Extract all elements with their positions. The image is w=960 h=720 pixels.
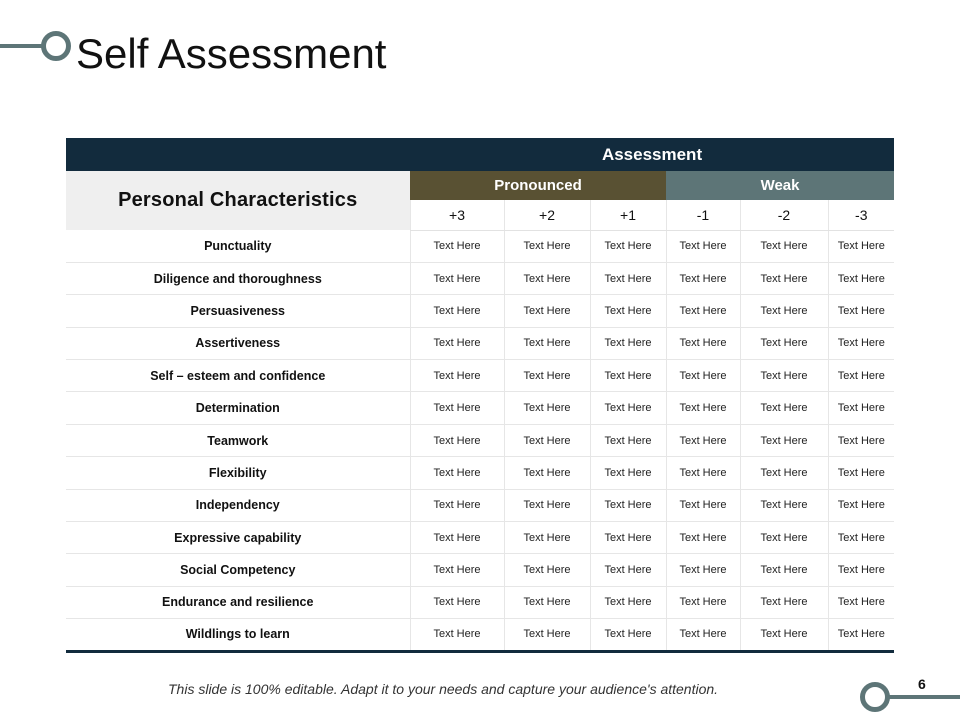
characteristic-label: Diligence and thoroughness [66, 262, 410, 294]
rating-cell: Text Here [666, 392, 740, 424]
rating-cell: Text Here [590, 554, 666, 586]
rating-cell: Text Here [666, 424, 740, 456]
rating-cell: Text Here [410, 457, 504, 489]
rating-cell: Text Here [504, 295, 590, 327]
rating-cell: Text Here [740, 489, 828, 521]
title-ring-icon [41, 31, 71, 61]
rating-cell: Text Here [504, 586, 590, 618]
characteristic-label: Punctuality [66, 230, 410, 262]
rating-cell: Text Here [740, 424, 828, 456]
table-row [66, 360, 894, 392]
table-row [66, 554, 894, 586]
rating-cell: Text Here [504, 554, 590, 586]
table-row [66, 586, 894, 618]
rating-cell: Text Here [828, 457, 894, 489]
scale-cell: -2 [740, 200, 828, 230]
rating-cell: Text Here [828, 327, 894, 359]
table-row [66, 327, 894, 359]
rating-cell: Text Here [410, 554, 504, 586]
footer-accent-line [888, 695, 960, 699]
rating-cell: Text Here [410, 586, 504, 618]
rating-cell: Text Here [410, 360, 504, 392]
rating-cell: Text Here [590, 619, 666, 651]
scale-cell: +2 [504, 200, 590, 230]
header-blank-cell [66, 138, 410, 171]
assessment-header-row [66, 138, 894, 171]
scale-cell: -3 [828, 200, 894, 230]
rating-cell: Text Here [590, 262, 666, 294]
rating-cell: Text Here [590, 424, 666, 456]
characteristic-label: Assertiveness [66, 327, 410, 359]
rating-cell: Text Here [410, 262, 504, 294]
group-header-row [66, 171, 894, 200]
rating-cell: Text Here [828, 230, 894, 262]
rating-cell: Text Here [504, 619, 590, 651]
rating-cell: Text Here [590, 230, 666, 262]
rating-cell: Text Here [666, 457, 740, 489]
rating-cell: Text Here [410, 230, 504, 262]
table-row [66, 522, 894, 554]
rating-cell: Text Here [504, 230, 590, 262]
rating-cell: Text Here [590, 360, 666, 392]
scale-cell: -1 [666, 200, 740, 230]
characteristic-label: Expressive capability [66, 522, 410, 554]
rating-cell: Text Here [666, 554, 740, 586]
rating-cell: Text Here [410, 619, 504, 651]
rating-cell: Text Here [740, 554, 828, 586]
rating-cell: Text Here [828, 554, 894, 586]
rating-cell: Text Here [666, 586, 740, 618]
rating-cell: Text Here [504, 360, 590, 392]
rating-cell: Text Here [666, 327, 740, 359]
table-row [66, 295, 894, 327]
table-row [66, 619, 894, 651]
rating-cell: Text Here [590, 392, 666, 424]
table-row [66, 457, 894, 489]
rating-cell: Text Here [828, 619, 894, 651]
table-row [66, 392, 894, 424]
assessment-table [66, 138, 894, 653]
table-row [66, 489, 894, 521]
table-row [66, 262, 894, 294]
characteristic-label: Determination [66, 392, 410, 424]
rating-cell: Text Here [504, 392, 590, 424]
weak-header: Weak [666, 171, 894, 200]
page-number: 6 [918, 676, 926, 692]
characteristic-label: Independency [66, 489, 410, 521]
rating-cell: Text Here [410, 489, 504, 521]
scale-cell: +3 [410, 200, 504, 230]
rating-cell: Text Here [590, 295, 666, 327]
pronounced-header: Pronounced [410, 171, 666, 200]
rating-cell: Text Here [590, 457, 666, 489]
rating-cell: Text Here [828, 489, 894, 521]
rating-cell: Text Here [666, 295, 740, 327]
characteristic-label: Wildlings to learn [66, 619, 410, 651]
rating-cell: Text Here [828, 424, 894, 456]
rating-cell: Text Here [504, 522, 590, 554]
rating-cell: Text Here [504, 327, 590, 359]
rating-cell: Text Here [740, 295, 828, 327]
rating-cell: Text Here [740, 230, 828, 262]
rating-cell: Text Here [666, 522, 740, 554]
characteristic-label: Endurance and resilience [66, 586, 410, 618]
rating-cell: Text Here [666, 262, 740, 294]
footer-ring-icon [860, 682, 890, 712]
rating-cell: Text Here [666, 360, 740, 392]
rating-cell: Text Here [410, 327, 504, 359]
title-accent-line [0, 44, 44, 48]
rating-cell: Text Here [740, 457, 828, 489]
rating-cell: Text Here [740, 586, 828, 618]
rating-cell: Text Here [504, 457, 590, 489]
characteristics-header: Personal Characteristics [66, 171, 410, 230]
rating-cell: Text Here [828, 392, 894, 424]
rating-cell: Text Here [590, 327, 666, 359]
rating-cell: Text Here [828, 262, 894, 294]
rating-cell: Text Here [828, 360, 894, 392]
rating-cell: Text Here [828, 586, 894, 618]
rating-cell: Text Here [410, 424, 504, 456]
characteristic-label: Flexibility [66, 457, 410, 489]
rating-cell: Text Here [740, 392, 828, 424]
rating-cell: Text Here [740, 262, 828, 294]
rating-cell: Text Here [590, 489, 666, 521]
characteristic-label: Self – esteem and confidence [66, 360, 410, 392]
rating-cell: Text Here [666, 619, 740, 651]
rating-cell: Text Here [504, 489, 590, 521]
rating-cell: Text Here [666, 489, 740, 521]
scale-cell: +1 [590, 200, 666, 230]
rating-cell: Text Here [740, 327, 828, 359]
rating-cell: Text Here [828, 295, 894, 327]
footer-note: This slide is 100% editable. Adapt it to your needs and capture your audience's attention. [168, 681, 719, 697]
rating-cell: Text Here [504, 262, 590, 294]
characteristic-label: Teamwork [66, 424, 410, 456]
rating-cell: Text Here [504, 424, 590, 456]
table-row [66, 424, 894, 456]
rating-cell: Text Here [590, 522, 666, 554]
rating-cell: Text Here [410, 522, 504, 554]
rating-cell: Text Here [740, 360, 828, 392]
rating-cell: Text Here [410, 392, 504, 424]
rating-cell: Text Here [590, 586, 666, 618]
rating-cell: Text Here [410, 295, 504, 327]
slide-title: Self Assessment [76, 30, 387, 77]
rating-cell: Text Here [666, 230, 740, 262]
rating-cell: Text Here [740, 522, 828, 554]
assessment-header: Assessment [410, 138, 894, 171]
characteristic-label: Persuasiveness [66, 295, 410, 327]
rating-cell: Text Here [828, 522, 894, 554]
table-row [66, 230, 894, 262]
rating-cell: Text Here [740, 619, 828, 651]
characteristic-label: Social Competency [66, 554, 410, 586]
